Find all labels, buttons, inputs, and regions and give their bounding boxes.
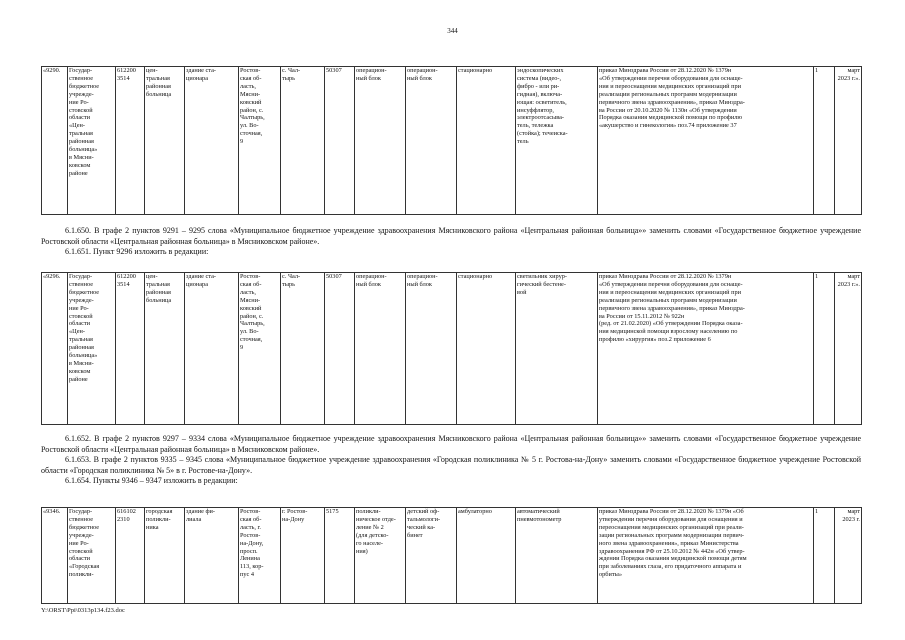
cell-code: 612200 3514 (116, 273, 145, 425)
cell-department: поликли- ническое отде- ление № 2 (для детско- го населе- ния) (355, 508, 406, 604)
cell-legal-basis: приказ Минздрава России от 28.12.2020 № 1379н «Об утверждении перечня оборудования для оснаще- ния и переоснащения медицинских организаций при реализации региональных программ модернизации первичного звена здравоохранения», приказ Минздра- ва России от 15.11.2012 № 922н (ред. от 21.02.2020) «Об утверждении Порядка оказа- ния медицинской помощи взрослому населению по профилю «хирургия» поз.2 приложение 6 (598, 273, 814, 425)
cell-institution: Государ- ственное бюджетное учрежде- ние Ро- стовской области «Цен- тральная районная больница» в Мясни- ковском районе (68, 273, 116, 425)
cell-number: «9346. (42, 508, 68, 604)
cell-address: Ростов- ская об- ласть, г. Ростов- на-Дону, просп. Ленина 113, кор- пус 4 (239, 508, 281, 604)
cell-locality: г. Ростов- на-Дону (281, 508, 325, 604)
paragraph-6-1-654: 6.1.654. Пункты 9346 – 9347 изложить в редакции: (65, 476, 238, 485)
cell-quantity: 1 (814, 508, 835, 604)
paragraph-6-1-653: 6.1.653. В графе 2 пунктов 9335 – 9345 слова «Муниципальное бюджетное учреждение здравоохранения «Городская поликлиника № 5 г. Ростова-на-Дону» заменить словами «Государственное бюджетное учреждение Ростовской области «Городская поликлиника № 5» в г. Ростове-на-Дону». (41, 455, 861, 475)
cell-number: «9290. (42, 67, 68, 215)
cell-department: операцион- ный блок (355, 273, 406, 425)
cell-room: операцион- ный блок (406, 67, 457, 215)
cell-equipment: автоматический пневмотонометр (516, 508, 598, 604)
cell-number: «9296. (42, 273, 68, 425)
cell-organization-type: городская поликли- ника (145, 508, 185, 604)
cell-room: детский оф- тальмологи- ческий ка- бинет (406, 508, 457, 604)
paragraph-6-1-650: 6.1.650. В графе 2 пунктов 9291 – 9295 слова «Муниципальное бюджетное учреждение здравоохранения Мясниковского района «Центральная районная больница»» заменить словами «Государственное бюджетное учреждение Ростовской области «Центральная районная больница» в Мясниковском районе». (41, 226, 861, 246)
cell-unit-code: 50307 (325, 273, 355, 425)
cell-building: здание ста- ционара (185, 67, 239, 215)
cell-care-form: амбулаторно (457, 508, 516, 604)
cell-equipment: эндоскопических система (видео-, фибро - или ри- гидная), включа- ющая: осветитель, инсуффлятор, электроотсасыва- тель, тележка (стойка); течеиска- тель (516, 67, 598, 215)
equipment-table-9296 (41, 272, 862, 425)
cell-legal-basis: приказ Минздрава России от 28.12.2020 № 1379н «Об утверждении перечня оборудования для оснаще- ния и переоснащения медицинских организаций при реализации региональных программ модернизации первичного звена здравоохранения», приказ Минздра- ва России от 20.10.2020 № 1130н «Об утверждении Порядка оказания медицинской помощи по профилю «акушерство и гинекология» поз.74 приложение 37 (598, 67, 814, 215)
cell-organization-type: цен- тральная районная больница (145, 273, 185, 425)
cell-quantity: 1 (814, 67, 835, 215)
cell-unit-code: 50307 (325, 67, 355, 215)
cell-unit-code: 5175 (325, 508, 355, 604)
cell-locality: с. Чал- тырь (281, 67, 325, 215)
cell-deadline: март 2023 г.». (835, 273, 862, 425)
cell-address: Ростов- ская об- ласть, Мясни- ковский район, с. Чалтырь, ул. Во- сточная, 9 (239, 67, 281, 215)
cell-institution: Государ- ственное бюджетное учрежде- ние Ро- стовской области «Городская поликли- (68, 508, 116, 604)
cell-department: операцион- ный блок (355, 67, 406, 215)
cell-room: операцион- ный блок (406, 273, 457, 425)
cell-quantity: 1 (814, 273, 835, 425)
table-row (42, 273, 862, 425)
cell-care-form: стационарно (457, 67, 516, 215)
amendment-paragraphs-1 (41, 226, 861, 258)
table-row (42, 508, 862, 604)
file-path-footer: Y:\ORST\Ppi\0313p134.f23.doc (41, 607, 125, 614)
cell-institution: Государ- ственное бюджетное учрежде- ние Ро- стовской области «Цен- тральная районная больница» в Мясни- ковском районе (68, 67, 116, 215)
cell-organization-type: цен- тральная районная больница (145, 67, 185, 215)
equipment-table-9290 (41, 66, 862, 215)
table-row (42, 67, 862, 215)
cell-code: 612200 3514 (116, 67, 145, 215)
cell-locality: с. Чал- тырь (281, 273, 325, 425)
cell-deadline: март 2023 г.». (835, 67, 862, 215)
cell-care-form: стационарно (457, 273, 516, 425)
paragraph-6-1-651: 6.1.651. Пункт 9296 изложить в редакции: (65, 247, 209, 256)
page-number: 344 (447, 27, 458, 35)
equipment-table-9346 (41, 507, 862, 604)
paragraph-6-1-652: 6.1.652. В графе 2 пунктов 9297 – 9334 слова «Муниципальное бюджетное учреждение здравоохранения Мясниковского района «Центральная районная больница»» заменить словами «Государственное бюджетное учреждение Ростовской области «Центральная районная больница» в Мясниковском районе». (41, 434, 861, 454)
cell-code: 616102 2310 (116, 508, 145, 604)
cell-address: Ростов- ская об- ласть, Мясни- ковский район, с. Чалтырь, ул. Во- сточная, 9 (239, 273, 281, 425)
cell-building: здание фи- лиала (185, 508, 239, 604)
cell-legal-basis: приказ Минздрава России от 28.12.2020 № 1379н «Об утверждении перечня оборудования для оснащения и переоснащения медицинских организаций при реали- зации региональных программ модернизации первич- ного звена здравоохранения», приказ Министерства здравоохранения РФ от 25.10.2012 № 442н «Об утвер- ждении Порядка оказания медицинской помощи детям при заболеваниях глаза, его придаточного аппарата и орбиты» (598, 508, 814, 604)
cell-equipment: светильник хирур- гический бестене- вой (516, 273, 598, 425)
amendment-paragraphs-2 (41, 434, 861, 487)
cell-deadline: март 2023 г. (835, 508, 862, 604)
cell-building: здание ста- ционара (185, 273, 239, 425)
